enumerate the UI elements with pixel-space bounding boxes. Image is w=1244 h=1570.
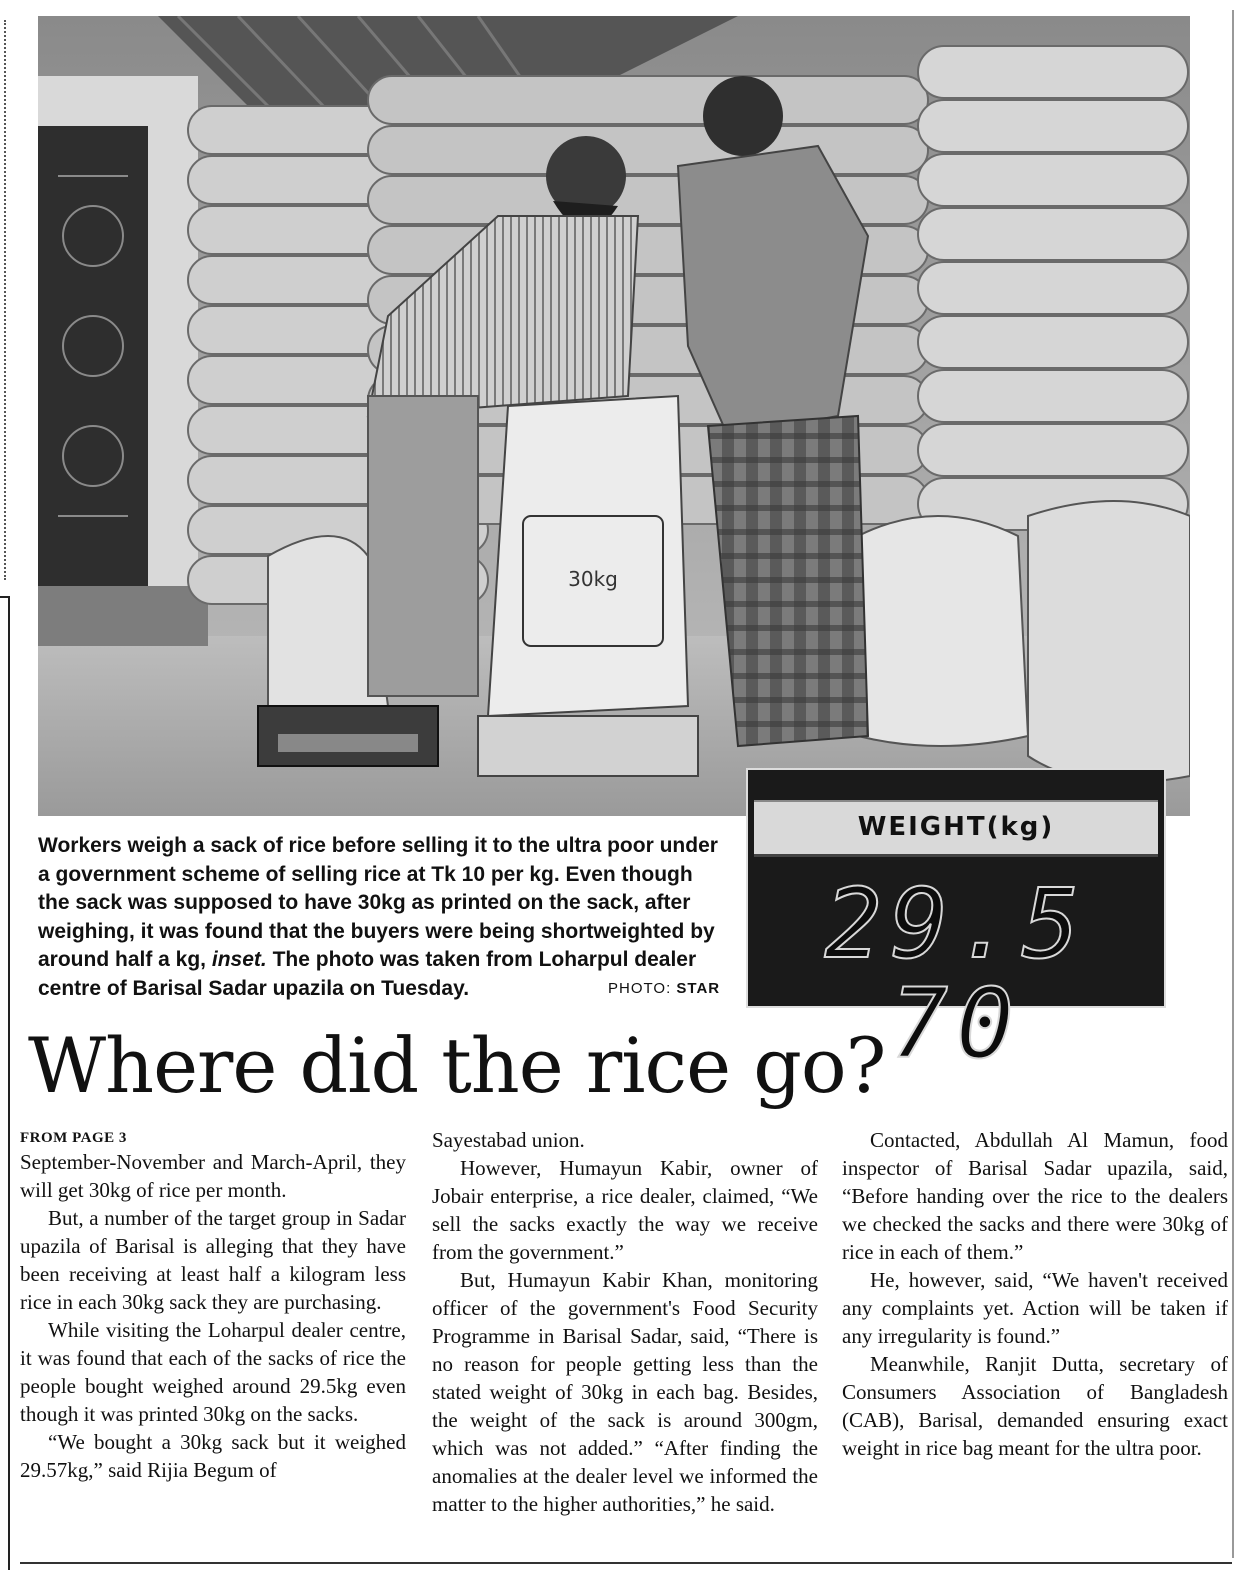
caption-text-part1: Workers weigh a sack of rice before selling it to the ultra poor under a government scheme of selling rice at Tk 10 per kg. Even though the sack was supposed to have 30kg as printed on the sack, after weighing, it was found that the buyers were being shortweighted by around half a kg, — [38, 834, 718, 971]
margin-dotted-rule — [4, 20, 6, 580]
article-paragraph: Meanwhile, Ranjit Dutta, secretary of Consumers Association of Bangladesh (CAB), Barisal, demanded ensuring exact weight in rice bag meant for the ultra poor. — [842, 1352, 1228, 1460]
caption-inset-word: inset. — [211, 948, 267, 971]
weight-readout: 29.5 70 — [824, 868, 1088, 1080]
article-column-1 — [20, 1128, 406, 1484]
article-column-2 — [432, 1126, 818, 1518]
bottom-border-rule — [20, 1562, 1232, 1564]
right-border-rule — [1232, 10, 1234, 1558]
scale-readout-inset — [746, 768, 1166, 1080]
article-paragraph: “We bought a 30kg sack but it weighed 29.57kg,” said Rijia Begum of — [20, 1430, 406, 1482]
photo-illustration — [38, 16, 1190, 816]
column-border-rule — [0, 596, 10, 1570]
photo-credit-source: STAR — [676, 980, 721, 997]
article-column-3 — [842, 1126, 1228, 1462]
inset-label-bar — [754, 800, 1158, 857]
caption-text-part2: The photo was taken from Loharpul dealer centre of Barisal Sadar upazila on Tuesday. — [38, 948, 697, 1000]
article-paragraph: While visiting the Loharpul dealer centre, it was found that each of the sacks of rice the people bought weighed around 29.5kg even though it was printed 30kg on the sacks. — [20, 1318, 406, 1426]
kicker-from-page: FROM PAGE 3 — [20, 1130, 127, 1146]
article-paragraph: September-November and March-April, they will get 30kg of rice per month. — [20, 1150, 406, 1202]
weight-label: WEIGHT(kg) — [857, 812, 1055, 842]
article-paragraph: Sayestabad union. — [432, 1128, 585, 1152]
article-paragraph: But, a number of the target group in Sadar upazila of Barisal is alleging that they have been receiving at least half a kilogram less rice in each 30kg sack they are purchasing. — [20, 1206, 406, 1314]
article-paragraph: But, Humayun Kabir Khan, monitoring officer of the government's Food Security Programme in Barisal Sadar, said, “There is no reason for people getting less than the stated weight of 30kg in each bag. Besides, the weight of the sack is around 300gm, which was not added.” “After finding the anomalies at the dealer level we informed the matter to the higher authorities,” he said. — [432, 1268, 818, 1516]
photo-credit — [608, 980, 720, 997]
article-paragraph: He, however, said, “We haven't received any complaints yet. Action will be taken if any irregularity is found.” — [842, 1268, 1228, 1348]
headline: Where did the rice go? — [28, 1021, 886, 1110]
photo-credit-prefix: PHOTO: — [608, 980, 672, 997]
photo-caption — [38, 832, 728, 1003]
article-paragraph: Contacted, Abdullah Al Mamun, food inspector of Barisal Sadar upazila, said, “Before handing over the rice to the dealers we checked the sacks and there were 30kg of rice in each of them.” — [842, 1128, 1228, 1264]
article-paragraph: However, Humayun Kabir, owner of Jobair enterprise, a rice dealer, claimed, “We sell the sacks exactly the way we receive from the government.” — [432, 1156, 818, 1264]
sack-print-label: 30kg — [568, 567, 618, 591]
news-photograph — [38, 16, 1190, 816]
